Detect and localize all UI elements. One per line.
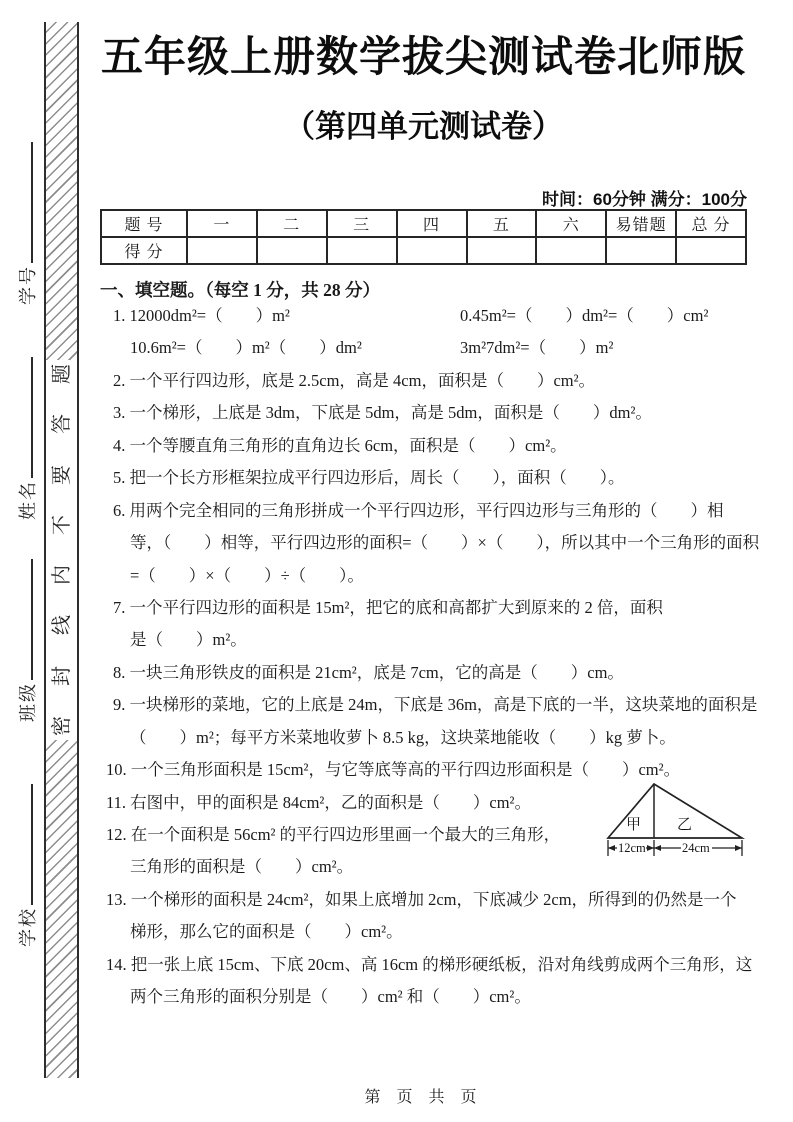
field-label: 学校	[18, 907, 38, 947]
question-text: 12. 在一个面积是 56cm² 的平行四边形里画一个最大的三角形，	[106, 825, 561, 844]
question-text: 13. 一个梯形的面积是 24cm²，如果上底增加 2cm，下底减少 2cm，所得到的仍然是一个	[106, 889, 737, 909]
score-value-cell-empty	[676, 237, 746, 264]
seal-char: 线	[50, 615, 73, 636]
exam-meta: 时间：60分钟 满分：100分	[542, 190, 747, 209]
question-text: 等，（ ）相等，平行四边形的面积=（ ）×（ ），所以其中一个三角形的面积	[130, 533, 760, 553]
seal-char: 密	[50, 715, 73, 736]
seal-hatch-top	[46, 22, 77, 360]
arrowhead	[647, 845, 654, 851]
question-text-right: 3m²7dm²=（ ）m²	[460, 338, 614, 358]
page-title: 五年级上册数学拔尖测试卷北师版	[100, 33, 746, 80]
question-line	[100, 367, 747, 399]
question-line	[100, 529, 760, 561]
question-text: 2. 一个平行四边形，底是 2.5cm，高是 4cm，面积是（ ）cm²。	[113, 370, 596, 390]
side-field-2	[6, 357, 40, 520]
seal-char: 封	[50, 665, 73, 686]
side-field-1	[6, 142, 40, 305]
question-line	[100, 659, 747, 691]
question-line	[100, 464, 747, 496]
score-value-cell-empty	[606, 237, 676, 264]
question-line	[100, 399, 747, 431]
question-text: 7. 一个平行四边形的面积是 15m²，把它的底和高都扩大到原来的 2 倍，面积	[113, 597, 663, 617]
question-text: 9. 一块梯形的菜地，它的上底是 24m，下底是 36m，高是下底的一半，这块菜地的面积是	[113, 695, 758, 715]
seal-char: 内	[50, 565, 73, 586]
blank-write-line	[31, 784, 33, 905]
question-text: 两个三角形的面积分别是（ ）cm² 和（ ）cm²。	[130, 987, 531, 1007]
question-text: 8. 一块三角形铁皮的面积是 21cm²，底是 7cm，它的高是（ ）cm。	[113, 662, 624, 682]
seal-char: 不	[50, 514, 73, 535]
score-value-cell-empty	[467, 237, 537, 264]
question-text: 1. 12000dm²=（ ）m²	[113, 306, 290, 325]
question-text: 5. 把一个长方形框架拉成平行四边形后，周长（ ），面积（ ）。	[113, 468, 625, 488]
score-header-cell: 四	[397, 210, 467, 237]
seal-band	[44, 22, 79, 1078]
question-text: =（ ）×（ ）÷（ ）。	[130, 565, 364, 585]
question-text-right: 0.45m²=（ ）dm²=（ ）cm²	[460, 306, 709, 325]
area-diagram	[605, 776, 757, 860]
question-text: 14. 把一张上底 15cm、下底 20cm、高 16cm 的梯形硬纸板，沿对角线剪成两个三角形，这	[106, 954, 753, 974]
seal-text	[46, 360, 77, 740]
score-row-label: 得 分	[101, 237, 187, 264]
question-line	[100, 983, 747, 1015]
side-field-3	[6, 559, 40, 722]
region-label-right: 乙	[677, 817, 693, 833]
page-subtitle: （第四单元测试卷）	[284, 109, 563, 144]
score-header-cell: 六	[536, 210, 606, 237]
question-text: 11. 右图中，甲的面积是 84cm²，乙的面积是（ ）cm²。	[106, 792, 531, 812]
question-line	[100, 626, 747, 658]
arrowhead	[608, 845, 615, 851]
triangle-figure	[605, 776, 757, 860]
side-field-4	[6, 784, 40, 947]
blank-write-line	[31, 357, 33, 478]
score-header-cell: 五	[467, 210, 537, 237]
seal-char: 题	[50, 364, 73, 384]
seal-char: 答	[50, 414, 73, 435]
score-value-cell-empty	[187, 237, 257, 264]
score-header-cell: 一	[187, 210, 257, 237]
question-line	[100, 562, 747, 594]
question-text: 是（ ）m²。	[130, 630, 247, 650]
question-line	[100, 334, 747, 366]
question-text: 6. 用两个完全相同的三角形拼成一个平行四边形，平行四边形与三角形的（ ）相	[113, 500, 724, 520]
arrowhead	[654, 845, 661, 851]
score-table-header-row	[101, 210, 746, 237]
score-value-cell-empty	[536, 237, 606, 264]
question-text: 三角形的面积是（ ）cm²。	[130, 857, 354, 877]
question-line	[100, 594, 747, 626]
question-text: 梯形，那么它的面积是（ ）cm²。	[130, 922, 403, 942]
field-label: 学号	[18, 265, 38, 305]
seal-hatch-bottom	[46, 740, 77, 1078]
section-heading: 一、填空题。（每空 1 分，共 28 分）	[100, 280, 380, 300]
dim-label-left: 12cm	[618, 841, 646, 855]
score-header-cell: 二	[257, 210, 327, 237]
question-text: 4. 一个等腰直角三角形的直角边长 6cm，面积是（ ）cm²。	[113, 435, 567, 455]
score-header-cell: 题 号	[101, 210, 187, 237]
score-value-cell-empty	[327, 237, 397, 264]
score-table-score-row	[101, 237, 746, 264]
footer-page-info: 第 页 共 页	[364, 1089, 483, 1106]
field-label: 班级	[18, 682, 38, 722]
question-lines	[100, 302, 760, 1016]
score-value-cell-empty	[397, 237, 467, 264]
question-text: （ ）m²；每平方米菜地收萝卜 8.5 kg，这块菜地能收（ ）kg 萝卜。	[130, 727, 676, 747]
field-label: 姓名	[18, 480, 38, 520]
question-line	[100, 918, 747, 950]
question-text: 10.6m²=（ ）m²（ ）dm²	[130, 338, 362, 358]
score-header-cell: 易错题	[606, 210, 676, 237]
score-table	[100, 209, 747, 265]
seal-char: 要	[50, 464, 73, 485]
arrowhead	[735, 845, 742, 851]
region-label-left: 甲	[626, 817, 642, 833]
question-line	[100, 302, 747, 334]
score-value-cell-empty	[257, 237, 327, 264]
dim-label-right: 24cm	[682, 841, 710, 855]
blank-write-line	[31, 559, 33, 680]
question-text: 10. 一个三角形面积是 15cm²，与它等底等高的平行四边形面积是（ ）cm²。	[106, 760, 681, 780]
score-header-cell: 总 分	[676, 210, 746, 237]
question-line	[100, 497, 747, 529]
question-line	[100, 886, 747, 918]
score-header-cell: 三	[327, 210, 397, 237]
question-line	[100, 951, 753, 983]
question-text: 3. 一个梯形，上底是 3dm，下底是 5dm，高是 5dm，面积是（ ）dm²。	[113, 403, 652, 423]
question-line	[100, 691, 758, 723]
blank-write-line	[31, 142, 33, 263]
question-line	[100, 724, 747, 756]
question-line	[100, 432, 747, 464]
